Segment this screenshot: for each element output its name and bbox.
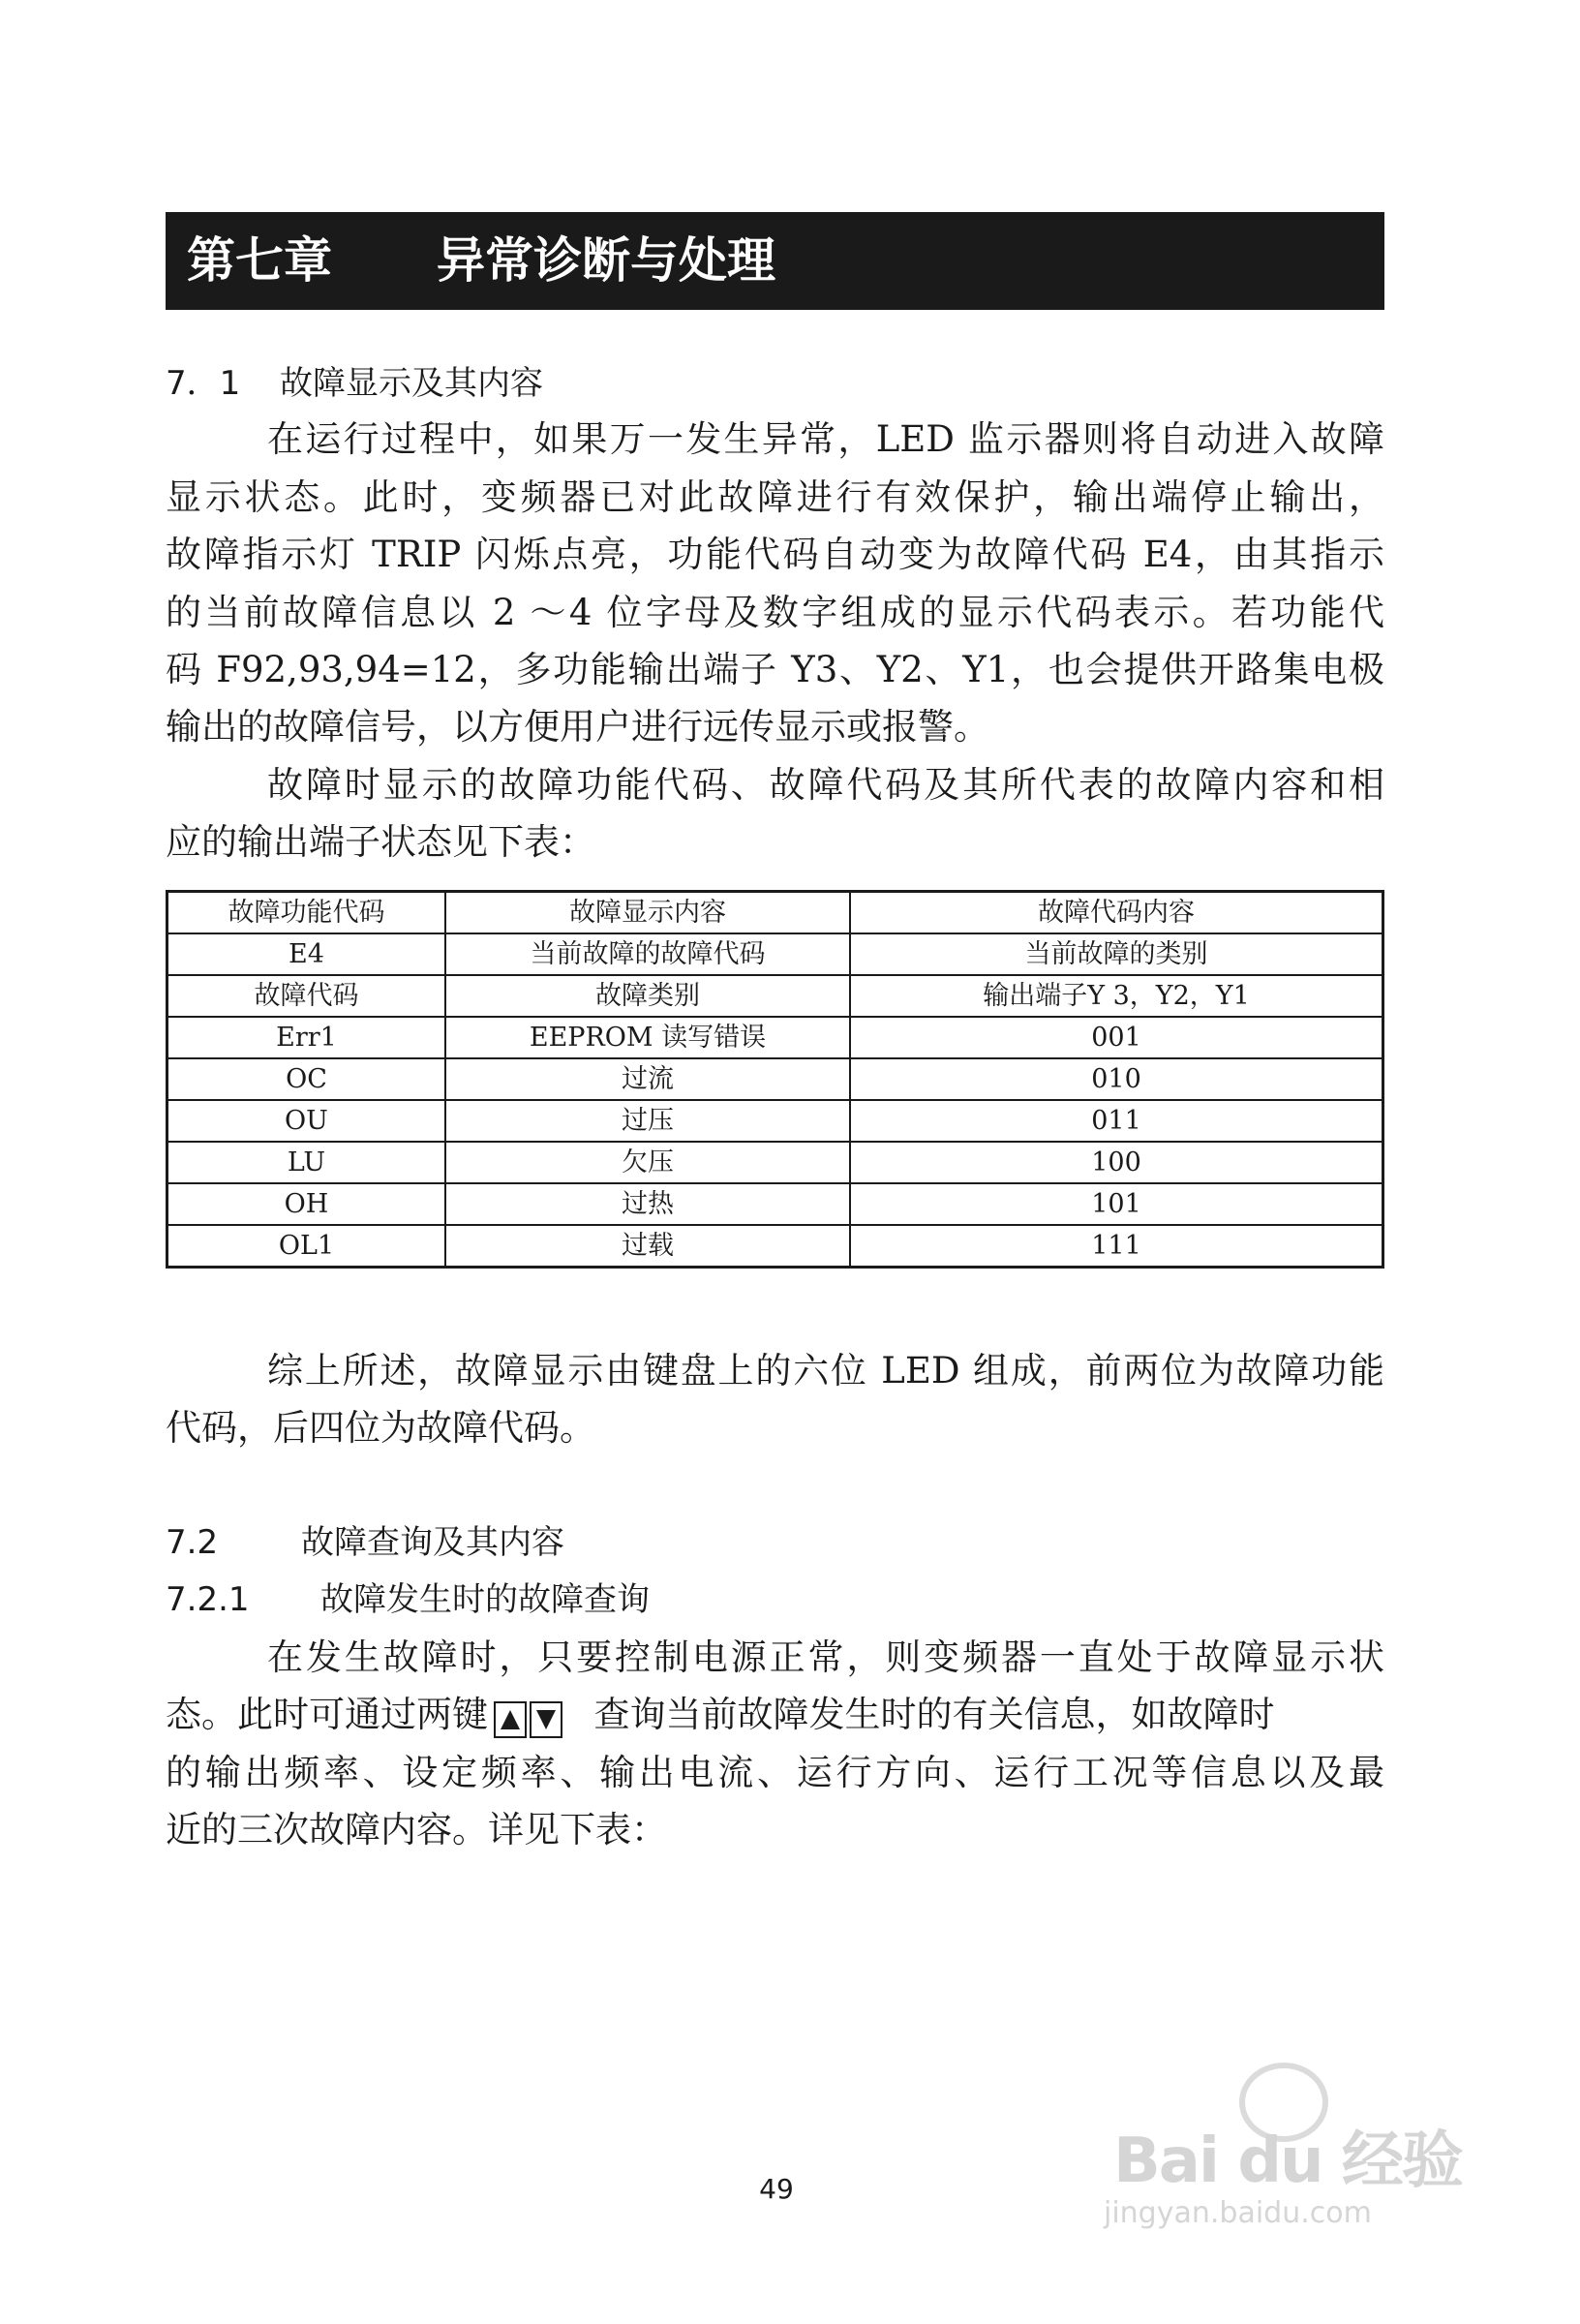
section-number: 7．1 bbox=[166, 364, 241, 403]
table-row bbox=[167, 1142, 1383, 1183]
up-arrow-key-icon bbox=[494, 1701, 527, 1738]
paragraph-line: 的输出频率、设定频率、输出电流、运行方向、运行工况等信息以及最 bbox=[166, 1752, 1384, 1793]
text-before-keys: 态。此时可通过两键 bbox=[166, 1694, 488, 1735]
subsection-title: 故障发生时的故障查询 bbox=[320, 1580, 650, 1619]
table-cell: EEPROM 读写错误 bbox=[445, 1017, 850, 1058]
paragraph-line: 近的三次故障内容。详见下表： bbox=[166, 1809, 667, 1850]
section-heading-7-1 bbox=[166, 364, 543, 403]
table-cell: 111 bbox=[850, 1225, 1383, 1268]
table-cell: Err1 bbox=[167, 1017, 446, 1058]
paragraph-line: 显示状态。此时，变频器已对此故障进行有效保护，输出端停止输出， bbox=[166, 476, 1384, 518]
table-cell: 故障代码 bbox=[167, 975, 446, 1017]
table-cell: LU bbox=[167, 1142, 446, 1183]
summary-line: 综上所述，故障显示由键盘上的六位 LED 组成，前两位为故障功能 bbox=[267, 1350, 1384, 1391]
table-cell: OL1 bbox=[167, 1225, 446, 1268]
table-cell: 当前故障的类别 bbox=[850, 933, 1383, 975]
table-cell: E4 bbox=[167, 933, 446, 975]
table-row bbox=[167, 1183, 1383, 1225]
table-cell: 001 bbox=[850, 1017, 1383, 1058]
table-row bbox=[167, 1225, 1383, 1268]
section-heading-7-2 bbox=[166, 1523, 564, 1562]
section-title: 故障查询及其内容 bbox=[301, 1523, 564, 1562]
table-cell: 当前故障的故障代码 bbox=[445, 933, 850, 975]
section-title: 故障显示及其内容 bbox=[280, 364, 543, 403]
paragraph-line: 输出的故障信号，以方便用户进行远传显示或报警。 bbox=[166, 706, 989, 748]
table-cell: 010 bbox=[850, 1058, 1383, 1100]
paragraph-line: 码 F92,93,94=12，多功能输出端子 Y3、Y2、Y1，也会提供开路集电极 bbox=[166, 649, 1384, 690]
chapter-title: 异常诊断与处理 bbox=[437, 232, 775, 289]
table-cell: 过热 bbox=[445, 1183, 850, 1225]
table-cell: 欠压 bbox=[445, 1142, 850, 1183]
paragraph-line: 应的输出端子状态见下表： bbox=[166, 821, 595, 863]
table-header-row bbox=[167, 892, 1383, 934]
page-number: 49 bbox=[759, 2173, 794, 2205]
table-cell: 011 bbox=[850, 1100, 1383, 1142]
paragraph-line: 故障指示灯 TRIP 闪烁点亮，功能代码自动变为故障代码 E4，由其指示 bbox=[166, 534, 1384, 575]
text-after-keys: 查询当前故障发生时的有关信息，如故障时 bbox=[593, 1694, 1275, 1735]
table-cell: OC bbox=[167, 1058, 446, 1100]
table-cell: 101 bbox=[850, 1183, 1383, 1225]
chapter-header bbox=[166, 212, 1384, 310]
down-arrow-key-icon bbox=[530, 1701, 562, 1738]
section-number: 7.2 bbox=[166, 1523, 219, 1562]
chapter-number: 第七章 bbox=[187, 232, 332, 289]
watermark-url: jingyan.baidu.com bbox=[1104, 2196, 1372, 2230]
watermark-logo: Bai du 经验 bbox=[1113, 2125, 1462, 2197]
table-cell: 故障显示内容 bbox=[445, 892, 850, 934]
table-cell: 故障代码内容 bbox=[850, 892, 1383, 934]
subsection-number: 7.2.1 bbox=[166, 1580, 250, 1619]
subsection-heading-7-2-1 bbox=[166, 1580, 650, 1619]
table-row bbox=[167, 1017, 1383, 1058]
fault-code-table bbox=[166, 890, 1384, 1269]
table-cell: 过载 bbox=[445, 1225, 850, 1268]
table-cell: 输出端子Y 3，Y2，Y1 bbox=[850, 975, 1383, 1017]
table-cell: 故障功能代码 bbox=[167, 892, 446, 934]
arrow-keys bbox=[494, 1697, 565, 1739]
table-row bbox=[167, 975, 1383, 1017]
table-cell: 100 bbox=[850, 1142, 1383, 1183]
table-cell: 过压 bbox=[445, 1100, 850, 1142]
paragraph-line: 在运行过程中，如果万一发生异常，LED 监示器则将自动进入故障 bbox=[267, 418, 1384, 460]
table-cell: 故障类别 bbox=[445, 975, 850, 1017]
baidu-watermark bbox=[1104, 2063, 1472, 2237]
table-cell: OU bbox=[167, 1100, 446, 1142]
table-row bbox=[167, 1100, 1383, 1142]
table-cell: OH bbox=[167, 1183, 446, 1225]
paragraph-line bbox=[166, 1694, 1384, 1739]
table-row bbox=[167, 933, 1383, 975]
summary-line: 代码，后四位为故障代码。 bbox=[166, 1407, 595, 1449]
table-cell: 过流 bbox=[445, 1058, 850, 1100]
table-row bbox=[167, 1058, 1383, 1100]
paragraph-line: 的当前故障信息以 2 ～4 位字母及数字组成的显示代码表示。若功能代 bbox=[166, 592, 1384, 633]
paragraph-line: 在发生故障时，只要控制电源正常，则变频器一直处于故障显示状 bbox=[267, 1636, 1384, 1678]
paragraph-line: 故障时显示的故障功能代码、故障代码及其所代表的故障内容和相 bbox=[267, 764, 1384, 806]
